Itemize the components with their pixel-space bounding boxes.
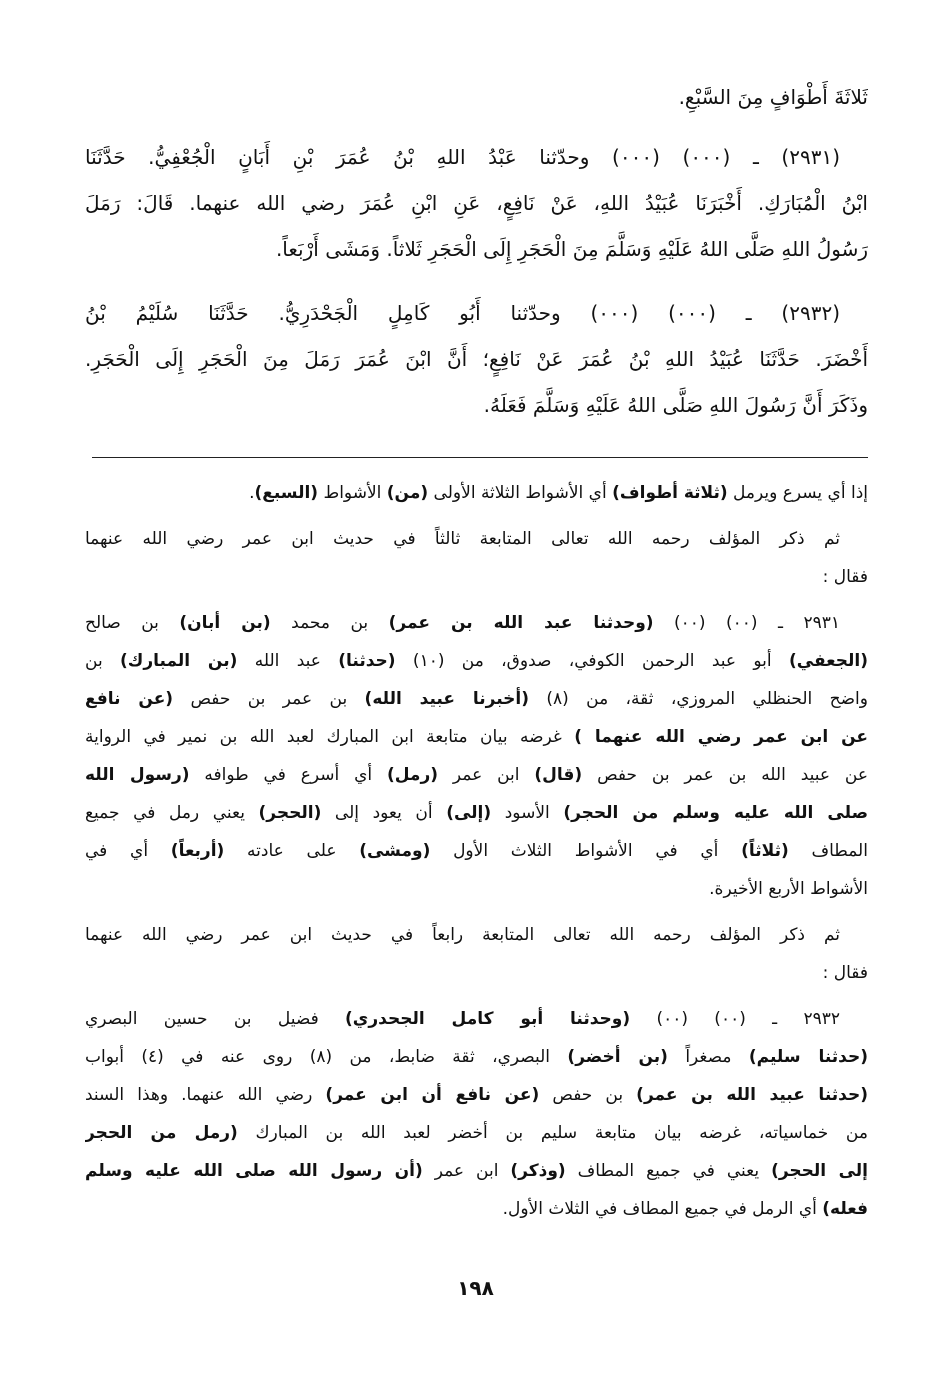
hadith-paragraph (85, 74, 868, 120)
quoted-hadith-text: (إلى) (446, 803, 492, 823)
text-line: (٢٩٣١) ـ (٠٠٠) (٠٠٠) وحدّثنا عَبْدُ اللهِ بْنُ عُمَرَ بْنِ أَبَانٍ الْجُعْفِيُّ. حَدَّثَنَا (85, 145, 841, 169)
text-line (85, 1076, 868, 1114)
commentary-text-span: المطاف (788, 841, 868, 861)
text-line (85, 718, 868, 756)
commentary-text-span: ابن عمر (422, 1161, 511, 1181)
quoted-hadith-text: (ثلاثة أطواف) (612, 483, 728, 503)
commentary-text-span: واضح الحنظلي المروزي، ثقة، من (٨) (528, 689, 868, 709)
quoted-hadith-text: (حدثنا عبيد الله بن عمر) (636, 1085, 868, 1105)
text-line (85, 1114, 868, 1152)
text-line (85, 680, 868, 718)
quoted-hadith-text: (رمل) (386, 765, 439, 785)
text-line (85, 1000, 868, 1038)
quoted-hadith-text: (وحدثنا أبو كامل الجحدري) (345, 1009, 631, 1029)
commentary-text-span: الأشواط الأربع الأخيرة. (709, 879, 868, 899)
quoted-hadith-text: (الجعفي) (788, 651, 868, 671)
quoted-hadith-text: (عن نافع أن ابن عمر) (325, 1085, 540, 1105)
commentary-paragraph (85, 474, 868, 512)
commentary-paragraph (85, 916, 868, 992)
commentary-text-span: يعني في جميع المطاف (565, 1161, 772, 1181)
commentary-text-span: البصري، ثقة ضابط، من (٨) روى عنه في (٤) أبواب (85, 1047, 568, 1067)
commentary-text (85, 474, 868, 1236)
commentary-text-span: عن عبيد الله بن عمر بن حفص (582, 765, 868, 785)
quoted-hadith-text: (وذكر) (510, 1161, 566, 1181)
text-line: (٢٩٣٢) ـ (٠٠٠) (٠٠٠) وحدّثنا أَبُو كَامِلٍ الْجَحْدَرِيُّ. حَدَّثَنَا سُلَيْمُ بْنُ (85, 301, 840, 325)
commentary-text-span: الأشواط (318, 483, 387, 503)
hadith-paragraph (85, 134, 868, 272)
commentary-text-span: رضي الله عنهما. وهذا السند (85, 1085, 326, 1105)
text-line (85, 794, 868, 832)
text-line: ابْنُ الْمُبَارَكِ. أَخْبَرَنَا عُبَيْدُ اللهِ، عَنْ نَافِعٍ، عَنِ ابْنِ عُمَرَ رضي الله عنهما. قَالَ: رَمَلَ (85, 191, 868, 215)
commentary-text-span: إذا أي يسرع ويرمل (727, 483, 868, 503)
commentary-text-span: أي أسرع في طوافه (189, 765, 387, 785)
hadith-main-text (85, 74, 868, 446)
text-line (85, 1190, 868, 1228)
text-line (85, 832, 868, 870)
quoted-hadith-text: (قال) (534, 765, 583, 785)
quoted-hadith-text: (رمل من الحجر (85, 1123, 238, 1143)
quoted-hadith-text: (حدثنا) (338, 651, 396, 671)
commentary-paragraph (85, 1000, 868, 1228)
commentary-text-span: بن (85, 651, 121, 671)
commentary-text-span: فقال : (822, 963, 868, 983)
text-line (85, 474, 868, 512)
quoted-hadith-text: (عن نافع (85, 689, 174, 709)
text-line: وذَكَرَ أَنَّ رَسُولَ اللهِ صَلَّى اللهُ عَلَيْهِ وَسَلَّمَ فَعَلَهُ. (483, 393, 868, 417)
quoted-hadith-text: (بن أبان) (179, 613, 271, 633)
quoted-hadith-text: فعله) (822, 1199, 868, 1219)
commentary-text-span: أي في الأشواط الثلاث الأول (430, 841, 742, 861)
quoted-hadith-text: (أربعاً) (170, 841, 225, 861)
quoted-hadith-text: (أخبرنا عبيد الله) (364, 689, 529, 709)
commentary-text-span: ثم ذكر المؤلف رحمه الله تعالى المتابعة ثالثاً في حديث ابن عمر رضي الله عنهما (85, 529, 840, 549)
text-line (85, 558, 868, 596)
quoted-hadith-text: (وحدثنا عبد الله بن عمر) (388, 613, 654, 633)
text-line (85, 520, 868, 558)
commentary-text-span: بن محمد (270, 613, 389, 633)
text-line (85, 1152, 868, 1190)
commentary-text-span: يعني رمل في جميع (85, 803, 259, 823)
hadith-paragraph (85, 290, 868, 428)
quoted-hadith-text: (ومشى) (359, 841, 431, 861)
commentary-text-span: غرضه بيان متابعة ابن المبارك لعبد الله بن نمير في الرواية (85, 727, 575, 747)
quoted-hadith-text: (حدثنا سليم) (748, 1047, 868, 1067)
footnote-separator (92, 457, 868, 458)
commentary-text-span: أن يعود إلى (321, 803, 447, 823)
text-line: ثَلاثَةَ أَطْوَافٍ مِنَ السَّبْعِ. (678, 85, 868, 109)
page-number: ١٩٨ (457, 1276, 494, 1300)
quoted-hadith-text: (رسول الله (85, 765, 190, 785)
commentary-text-span: ابن عمر (438, 765, 535, 785)
commentary-text-span: أي الرمل في جميع المطاف في الثلاث الأول. (502, 1199, 823, 1219)
text-line (85, 870, 868, 908)
quoted-hadith-text: صلى الله عليه وسلم من الحجر) (563, 803, 868, 823)
commentary-text-span: بن عمر بن حفص (173, 689, 365, 709)
text-line (85, 1038, 868, 1076)
text-line: رَسُولُ اللهِ صَلَّى اللهُ عَلَيْهِ وَسَلَّمَ مِنَ الْحَجَرِ إِلَى الْحَجَرِ ثَلاثاً. وَمَشَى أَرْبَعاً. (275, 237, 868, 261)
commentary-text-span: ٢٩٣١ ـ (٠٠) (٠٠) (653, 613, 841, 633)
text-line (85, 916, 868, 954)
quoted-hadith-text: (من) (386, 483, 429, 503)
text-line (85, 954, 868, 992)
quoted-hadith-text: عن ابن عمر رضي الله عنهما ) (574, 727, 868, 747)
quoted-hadith-text: (الحجر) (258, 803, 322, 823)
quoted-hadith-text: (بن المبارك) (120, 651, 238, 671)
commentary-text-span: الأسود (491, 803, 564, 823)
commentary-text-span: بن حفص (539, 1085, 637, 1105)
commentary-text-span: فقال : (822, 567, 868, 587)
commentary-text-span: . (249, 483, 255, 503)
commentary-text-span: مصغراً (667, 1047, 749, 1067)
commentary-text-span: أبو عبد الرحمن الكوفي، صدوق، من (١٠) (395, 651, 789, 671)
text-line (85, 604, 868, 642)
commentary-text-span: بن صالح (85, 613, 180, 633)
commentary-text-span: من خماسياته، غرضه بيان متابعة سليم بن أخضر لعبد الله بن المبارك (237, 1123, 868, 1143)
quoted-hadith-text: (أن رسول الله صلى الله عليه وسلم (85, 1161, 423, 1181)
commentary-text-span: فضيل بن حسين البصري (85, 1009, 346, 1029)
text-line (85, 642, 868, 680)
text-line: أَخْضَرَ. حَدَّثَنَا عُبَيْدُ اللهِ بْنُ عُمَرَ عَنْ نَافِعٍ؛ أَنَّ ابْنَ عُمَرَ رَمَلَ مِنَ الْحَجَرِ إِلَى الْحَجَرِ. (85, 347, 868, 371)
commentary-paragraph (85, 604, 868, 908)
commentary-text-span: أي في (85, 841, 171, 861)
commentary-text-span: ٢٩٣٢ ـ (٠٠) (٠٠) (630, 1009, 840, 1029)
quoted-hadith-text: (السبع) (254, 483, 319, 503)
commentary-text-span: ثم ذكر المؤلف رحمه الله تعالى المتابعة رابعاً في حديث ابن عمر رضي الله عنهما (85, 925, 840, 945)
text-line (85, 756, 868, 794)
quoted-hadith-text: (بن أخضر) (567, 1047, 668, 1067)
quoted-hadith-text: إلى الحجر) (771, 1161, 868, 1181)
commentary-text-span: أي الأشواط الثلاثة الأولى (428, 483, 613, 503)
quoted-hadith-text: (ثلاثاً) (741, 841, 789, 861)
commentary-paragraph (85, 520, 868, 596)
commentary-text-span: عبد الله (237, 651, 339, 671)
commentary-text-span: على عادته (224, 841, 360, 861)
